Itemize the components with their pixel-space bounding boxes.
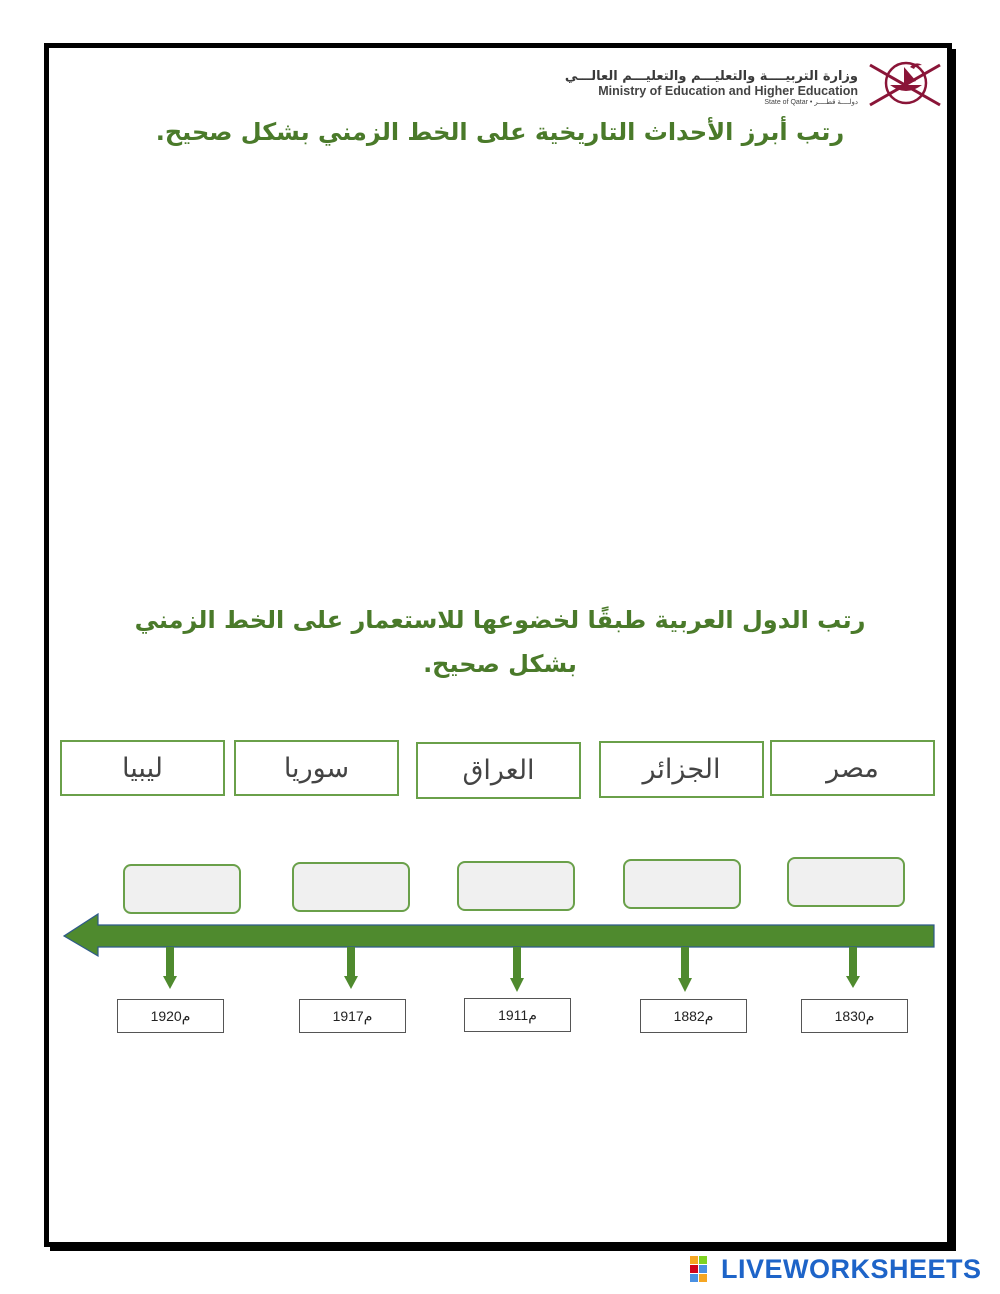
word-box-algeria[interactable]: الجزائر	[599, 741, 764, 798]
drop-box-1917[interactable]	[292, 862, 410, 912]
ministry-name-ar: وزارة التربيــــة والتعليـــم والتعليـــم العالـــي	[564, 69, 858, 84]
ministry-logo	[528, 55, 948, 113]
activity1-title: رتب أبرز الأحداث التاريخية على الخط الزمني بشكل صحيح.	[155, 118, 845, 146]
drop-box-1882[interactable]	[623, 859, 741, 909]
drop-box-1911[interactable]	[457, 861, 575, 911]
activity2-title: رتب الدول العربية طبقًا لخضوعها للاستعمار على الخط الزمني بشكل صحيح.	[134, 606, 866, 678]
year-label-1882: 1882م	[640, 999, 747, 1033]
liveworksheets-logo-icon	[690, 1256, 718, 1282]
ministry-name-en: Ministry of Education and Higher Education	[598, 84, 858, 98]
liveworksheets-brand	[690, 1254, 990, 1284]
qatar-emblem-icon	[864, 55, 948, 113]
drop-box-1830[interactable]	[787, 857, 905, 907]
timeline-arrow	[60, 908, 940, 998]
word-box-libya[interactable]: ليبيا	[60, 740, 225, 796]
year-label-1917: 1917م	[299, 999, 406, 1033]
year-label-1920: 1920م	[117, 999, 224, 1033]
year-label-1830: 1830م	[801, 999, 908, 1033]
year-label-1911: 1911م	[464, 998, 571, 1032]
state-label: State of Qatar • دولــــة قطــــر	[764, 99, 858, 106]
word-box-egypt[interactable]: مصر	[770, 740, 935, 796]
word-box-iraq[interactable]: العراق	[416, 742, 581, 799]
ministry-name	[565, 69, 858, 107]
word-box-syria[interactable]: سوريا	[234, 740, 399, 796]
drop-box-1920[interactable]	[123, 864, 241, 914]
brand-text: LIVEWORKSHEETS	[721, 1253, 982, 1284]
